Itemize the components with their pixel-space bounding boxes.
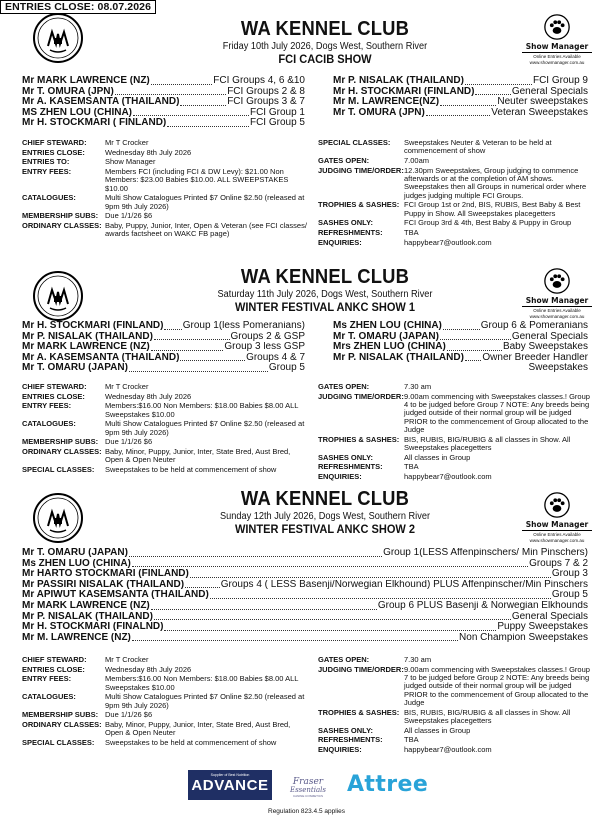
show-header	[160, 488, 490, 536]
info-value: TBA	[404, 227, 419, 237]
kennel-club-crest-icon	[32, 270, 84, 322]
judge-row	[22, 76, 305, 87]
judge-row	[22, 580, 588, 591]
judge-assignment: Group 5	[551, 590, 588, 601]
dot-leader	[185, 580, 220, 589]
judge-name: Mr MARK LAWRENCE (NZ)	[22, 342, 150, 353]
judge-assignment: FCI Groups 4, 6 &10	[213, 76, 305, 86]
judge-name: Mr HARTO STOCKMARI (FINLAND)	[22, 569, 189, 580]
kennel-club-logo	[32, 270, 84, 322]
info-value: Mr T Crocker	[105, 382, 149, 391]
info-value: All classes in Group	[404, 725, 471, 735]
info-row	[22, 393, 307, 401]
info-row	[318, 219, 590, 227]
judge-row	[333, 76, 588, 87]
judge-row	[22, 118, 305, 129]
judge-name: Mr T. OMARU (JAPAN)	[22, 548, 128, 558]
info-row	[22, 711, 307, 719]
judge-name: Mr P. NISALAK (THAILAND)	[22, 611, 153, 622]
info-row	[318, 727, 590, 735]
judge-row	[22, 321, 305, 332]
info-label: TROPHIES & SASHES:	[318, 434, 400, 444]
info-label: REFRESHMENTS:	[318, 227, 383, 237]
judge-assignment-continued: Sweepstakes	[528, 363, 588, 374]
judge-name: Mr P. NISALAK (THAILAND)	[333, 352, 464, 363]
judge-assignment: Group 1(less Pomeranians)	[182, 321, 305, 331]
info-label: ENQUIRIES:	[318, 744, 362, 754]
judge-name: Mr T. OMARU (JAPAN)	[22, 363, 128, 374]
info-row	[22, 675, 307, 692]
info-value: Due 1/1/26 $6	[105, 437, 153, 447]
judge-row	[333, 87, 588, 98]
info-row	[22, 149, 307, 157]
judge-name: Mr P. NISALAK (THAILAND)	[333, 76, 464, 86]
judge-name: Mr APIWUT KASEMSANTA (THAILAND)	[22, 590, 209, 601]
show-manager-title: Show Manager	[522, 42, 592, 53]
dot-leader	[190, 569, 551, 578]
info-label: ENQUIRIES:	[318, 471, 362, 481]
info-label: ORDINARY CLASSES:	[22, 447, 102, 457]
show-info-block	[22, 656, 307, 749]
dot-leader	[180, 353, 245, 362]
info-value: TBA	[404, 462, 419, 472]
info-value: Sweepstakes Neuter & Veteran to be held at commencement of show	[404, 138, 552, 156]
judge-assignment: Group 6 & Pomeranians	[480, 321, 588, 331]
dot-leader	[180, 97, 226, 106]
info-label: SASHES ONLY:	[318, 452, 374, 462]
entries-close-banner: ENTRIES CLOSE: 08.07.2026	[0, 0, 156, 14]
info-value: Due 1/1/26 $6	[105, 211, 153, 221]
dot-leader	[426, 108, 490, 117]
dot-leader	[132, 559, 528, 568]
judge-name: Mr MARK LAWRENCE (NZ)	[22, 76, 150, 86]
judge-assignment: FCI Group 1	[249, 107, 305, 118]
fraser-tagline: CANINE COSMETICS	[292, 794, 323, 798]
info-value: Mr T Crocker	[105, 655, 149, 664]
judge-row	[22, 353, 305, 364]
kennel-club-crest-icon	[32, 492, 84, 544]
judge-row	[22, 559, 588, 570]
dot-leader	[151, 342, 224, 351]
info-row	[22, 212, 307, 220]
show-name: WINTER FESTIVAL ANKC SHOW 2	[234, 522, 416, 536]
info-label: ENTRY FEES:	[22, 167, 72, 177]
info-value: Baby, Puppy, Junior, Inter, Open & Veteran (see FCI classes/ awards factsheet on WAKC FB page)	[105, 221, 307, 239]
advance-tagline: Supplier of Best Nutrition	[210, 773, 250, 777]
dot-leader	[440, 97, 496, 106]
kennel-club-logo	[32, 492, 84, 544]
show-date: Friday 10th July 2026, Dogs West, Southern River	[222, 41, 428, 52]
sponsor-logos	[0, 770, 613, 804]
show-manager-title: Show Manager	[522, 296, 592, 307]
info-row	[22, 194, 307, 211]
info-label: SASHES ONLY:	[318, 725, 374, 735]
judge-assignment: Neuter sweepstakes	[497, 97, 588, 108]
info-value: happybear7@outlook.com	[404, 471, 492, 481]
info-label: SASHES ONLY:	[318, 218, 374, 228]
judge-name: Mr PASSIRI NISALAK (THAILAND)	[22, 579, 185, 590]
info-label: CHIEF STEWARD:	[22, 382, 87, 391]
show-date: Sunday 12th July 2026, Dogs West, Southern River	[219, 511, 431, 522]
info-label: ORDINARY CLASSES:	[22, 221, 102, 231]
club-name: WA KENNEL CLUB	[240, 266, 410, 288]
show-info-block	[318, 656, 590, 756]
judge-name: Mr M. LAWRENCE (NZ)	[22, 632, 131, 643]
show-manager-subtitle: Online Entries Available	[533, 532, 581, 537]
judge-name: Mr A. KASEMSANTA (THAILAND)	[22, 352, 180, 363]
judge-row	[22, 108, 305, 119]
dot-leader	[154, 612, 511, 621]
info-row	[22, 139, 307, 147]
dot-leader	[443, 321, 480, 330]
info-row	[22, 383, 307, 391]
info-value: happybear7@outlook.com	[404, 744, 492, 754]
fraser-essentials-logo	[283, 770, 333, 802]
judge-row	[22, 612, 588, 623]
info-row	[22, 402, 307, 419]
essentials-wordmark: Essentials	[289, 786, 326, 794]
judge-assignment: Groups 2 & GSP	[230, 331, 305, 342]
info-label: MEMBERSHIP SUBS:	[22, 211, 99, 221]
judge-assignment: Groups 4 & 7	[246, 352, 305, 363]
judge-row	[22, 363, 305, 374]
judge-assignment: Baby Sweepstakes	[502, 342, 588, 353]
dot-leader	[447, 342, 502, 351]
judge-assignment: FCI Groups 3 & 7	[227, 97, 305, 108]
fraser-wordmark: Fraser	[292, 777, 324, 787]
judge-row	[22, 569, 588, 580]
dot-leader	[475, 87, 510, 96]
judge-name: Mr T. OMURA (JPN)	[22, 86, 114, 97]
show-info-block	[22, 139, 307, 240]
judge-row	[22, 601, 588, 612]
info-row	[318, 383, 590, 391]
info-value: 9.00am commencing with Sweepstakes classes.! Group 7 to be judged before Group 2 NOTE: Any breeds being judged outside of their normal group will be judged PRIOR to the commencement of Group allocated to the Judge	[404, 664, 590, 707]
judge-assignment: General Specials	[511, 331, 588, 342]
judge-name: Mr A. KASEMSANTA (THAILAND)	[22, 97, 180, 108]
info-value: Mr T Crocker	[105, 138, 149, 147]
info-value: Multi Show Catalogues Printed $7 Online $2.50 (released at 9pm 9th July 2026)	[105, 419, 305, 437]
judge-name: Mr T. OMURA (JPN)	[333, 107, 425, 118]
info-value: Wednesday 8th July 2026	[105, 391, 192, 401]
info-row	[22, 739, 307, 747]
show-manager-subtitle: Online Entries Available	[533, 308, 581, 313]
judge-assignment: Groups 7 & 2	[529, 558, 588, 569]
judge-assignment: FCI Group 9	[532, 76, 588, 86]
info-row	[22, 168, 307, 193]
info-label: CATALOGUES:	[22, 419, 76, 429]
paw-icon	[544, 268, 570, 294]
info-row	[22, 693, 307, 710]
judge-name: Mr T. OMARU (JAPAN)	[333, 331, 439, 342]
dot-leader	[151, 76, 213, 85]
info-value: All classes in Group	[404, 452, 471, 462]
judge-row	[22, 87, 305, 98]
judge-assignment: Non Champion Sweepstakes	[459, 632, 588, 643]
info-label: CATALOGUES:	[22, 193, 76, 203]
info-row	[318, 229, 590, 237]
judge-assignment: Groups 4 ( LESS Basenji/Norwegian Elkhound) PLUS Affenpinscher/Min Pinschers	[220, 579, 588, 590]
info-row	[318, 167, 590, 200]
info-row	[22, 448, 307, 465]
judge-row	[333, 342, 588, 353]
info-value: 12.30pm Sweepstakes, Group judging to commence afterwards or at the completion of AM shows. Sweepstakes then all Groups in numerical order where judges judging multiple FCI Groups.	[404, 165, 587, 200]
club-name: WA KENNEL CLUB	[240, 488, 410, 510]
info-row	[318, 473, 590, 481]
info-label: CHIEF STEWARD:	[22, 138, 87, 147]
info-label: MEMBERSHIP SUBS:	[22, 710, 99, 720]
show-manager-title: Show Manager	[522, 520, 592, 531]
judge-name: Mr MARK LAWRENCE (NZ)	[22, 601, 150, 611]
info-row	[318, 736, 590, 744]
regulation-note: Regulation 823.4.5 applies	[268, 808, 345, 815]
judge-assignment: Puppy Sweepstakes	[497, 622, 588, 633]
info-value: 7.30 am	[404, 382, 432, 391]
judge-row	[22, 332, 305, 343]
dot-leader	[132, 633, 458, 642]
info-label: JUDGING TIME/ORDER:	[318, 664, 404, 674]
judge-name: Mr P. NISALAK (THAILAND)	[22, 331, 153, 342]
info-label: ORDINARY CLASSES:	[22, 720, 102, 730]
paw-icon	[544, 14, 570, 40]
show-manager-url: www.showmanager.com.au	[529, 538, 585, 543]
info-value: FCI Group 1st or 2nd, BIS, RUBIS, Best Baby & Best Puppy in Show. All Sweepstakes placegetters	[404, 200, 581, 218]
dot-leader	[129, 548, 382, 557]
judge-assignment: General Specials	[511, 86, 588, 97]
show-info-block	[318, 139, 590, 248]
info-value: Members:$16.00 Non Members: $18.00 Babies $8.00 ALL Sweepstakes $10.00	[105, 674, 299, 692]
dot-leader	[210, 590, 551, 599]
info-row	[318, 666, 590, 707]
advance-wordmark: ADVANCE	[191, 777, 269, 794]
dot-leader	[167, 118, 249, 127]
info-label: REFRESHMENTS:	[318, 735, 383, 745]
info-value: TBA	[404, 735, 419, 745]
dot-leader	[151, 601, 377, 610]
info-row	[22, 158, 307, 166]
show-manager-subtitle: Online Entries Available	[533, 54, 581, 59]
paw-icon	[544, 492, 570, 518]
info-label: REFRESHMENTS:	[318, 462, 383, 472]
show-header	[160, 18, 490, 66]
dot-leader	[115, 87, 226, 96]
info-label: MEMBERSHIP SUBS:	[22, 437, 99, 447]
info-row	[318, 157, 590, 165]
attree-logo: Attree	[347, 772, 429, 797]
judge-assignment: Group 1(LESS Affenpinschers/ Min Pinschers)	[383, 548, 588, 558]
info-row	[318, 201, 590, 218]
info-value: Sweepstakes to be held at commencement of show	[105, 738, 277, 748]
info-value: Members:$16.00 Non Members: $18.00 Babies $8.00 ALL Sweepstakes $10.00	[105, 401, 299, 419]
info-row	[22, 466, 307, 474]
judge-name: Mr H. STOCKMARI (FINLAND)	[22, 321, 164, 331]
info-row	[318, 709, 590, 726]
judge-assignment: Group 3 less GSP	[224, 342, 305, 353]
info-value: Multi Show Catalogues Printed $7 Online $2.50 (released at 9pm 9th July 2026)	[105, 193, 305, 211]
judge-assignment: FCI Groups 2 & 8	[227, 86, 305, 97]
show-manager-url: www.showmanager.com.au	[529, 60, 585, 65]
judge-row	[333, 353, 588, 364]
judge-name: Ms ZHEN LUO (CHINA)	[22, 558, 131, 569]
info-value: BIS, RUBIS, BIG/RUBIG & all classes in Show. All Sweepstakes placegetters	[404, 707, 571, 725]
show-manager-logo[interactable]	[522, 492, 592, 543]
show-name: WINTER FESTIVAL ANKC SHOW 1	[234, 300, 416, 314]
judge-row	[22, 590, 588, 601]
judge-row	[22, 342, 305, 353]
judge-name: MS ZHEN LOU (CHINA)	[22, 107, 132, 118]
info-value: Baby, Minor, Puppy, Junior, Inter, State Bred, Aust Bred, Open & Open Neuter	[105, 447, 291, 465]
info-label: GATES OPEN:	[318, 655, 370, 664]
info-row	[318, 436, 590, 453]
judge-name: Mr M. LAWRENCE(NZ)	[333, 97, 440, 108]
info-value: Members FCI (including FCI & DW Levy): $21.00 Non Members: $23.00 Babies $10.00. ALL SWEEPSTAKES $10.00	[105, 167, 289, 193]
info-value: Sweepstakes to be held at commencement of show	[105, 465, 277, 475]
judge-name: Mr H. STOCKMARI (FINLAND)	[333, 86, 475, 97]
judge-assignment: Owner Breeder Handler	[482, 352, 588, 363]
info-row	[22, 420, 307, 437]
show-manager-logo[interactable]	[522, 14, 592, 65]
info-row	[318, 454, 590, 462]
judge-assignment: Veteran Sweepstakes	[491, 107, 588, 118]
judge-name: Ms ZHEN LOU (CHINA)	[333, 321, 442, 331]
dot-leader	[154, 332, 230, 341]
judge-row	[22, 622, 588, 633]
judge-assignment: Group 3	[551, 569, 588, 580]
info-label: ENTRY FEES:	[22, 401, 72, 411]
show-manager-url: www.showmanager.com.au	[529, 314, 585, 319]
info-label: SPECIAL CLASSES:	[318, 138, 391, 147]
info-row	[318, 139, 590, 156]
info-row	[22, 666, 307, 674]
dot-leader	[164, 622, 496, 631]
info-label: ENTRIES TO:	[22, 157, 70, 167]
info-value: Due 1/1/26 $6	[105, 710, 153, 720]
info-value: Multi Show Catalogues Printed $7 Online $2.50 (released at 9pm 9th July 2026)	[105, 692, 305, 710]
info-row	[318, 463, 590, 471]
info-row	[22, 222, 307, 239]
info-label: CATALOGUES:	[22, 692, 76, 702]
info-value: 7.00am	[404, 155, 430, 165]
info-label: GATES OPEN:	[318, 382, 370, 391]
info-label: JUDGING TIME/ORDER:	[318, 165, 404, 175]
judge-name: Mrs ZHEN LUO (CHINA)	[333, 342, 446, 353]
info-row	[22, 721, 307, 738]
judge-row	[333, 321, 588, 332]
judge-assignment: FCI Group 5	[249, 118, 305, 129]
info-row	[318, 393, 590, 434]
info-label: ENTRIES CLOSE:	[22, 391, 85, 401]
dot-leader	[129, 363, 268, 372]
info-label: CHIEF STEWARD:	[22, 655, 87, 664]
info-label: TROPHIES & SASHES:	[318, 707, 400, 717]
dot-leader	[440, 332, 511, 341]
judge-assignment: Group 6 PLUS Basenji & Norwegian Elkhounds	[377, 601, 588, 611]
info-label: ENTRIES CLOSE:	[22, 147, 85, 157]
judge-name: Mr H. STOCKMARI (FINALND)	[22, 622, 164, 633]
show-info-block	[22, 383, 307, 476]
info-label: ENTRIES CLOSE:	[22, 664, 85, 674]
kennel-club-crest-icon	[32, 12, 84, 64]
judge-row	[22, 633, 588, 644]
info-label: JUDGING TIME/ORDER:	[318, 391, 404, 401]
judge-row	[333, 97, 588, 108]
info-label: TROPHIES & SASHES:	[318, 200, 400, 210]
info-value: 9.00am commencing with Sweepstakes classes.! Group 4 to be judged before Group 7 NOTE: Any breeds being judged outside of their normal group will be judged PRIOR to the commencement of Group allocated to the Judge	[404, 391, 590, 434]
info-value: Baby, Minor, Puppy, Junior, Inter, State Bred, Aust Bred, Open & Open Neuter	[105, 720, 291, 738]
info-value: FCI Group 3rd & 4th, Best Baby & Puppy in Group	[404, 218, 572, 228]
dot-leader	[164, 321, 181, 330]
judge-row	[22, 548, 588, 559]
show-date: Saturday 11th July 2026, Dogs West, Southern River	[217, 289, 433, 300]
kennel-club-logo	[32, 12, 84, 64]
judge-assignment: Group 5	[268, 363, 305, 374]
show-name: FCI CACIB SHOW	[278, 52, 372, 66]
info-label: SPECIAL CLASSES:	[22, 738, 95, 748]
judge-row	[333, 108, 588, 119]
club-name: WA KENNEL CLUB	[240, 18, 410, 40]
dot-leader	[133, 108, 249, 117]
dot-leader	[465, 353, 481, 362]
info-value: happybear7@outlook.com	[404, 237, 492, 247]
judge-row	[333, 332, 588, 343]
info-row	[22, 656, 307, 664]
info-value: 7.30 am	[404, 655, 432, 664]
info-label: SPECIAL CLASSES:	[22, 465, 95, 475]
judge-name: Mr H. STOCKMARI ( FINLAND)	[22, 118, 167, 129]
judge-row	[22, 97, 305, 108]
dot-leader	[465, 76, 532, 85]
info-value: BIS, RUBIS, BIG/RUBIG & all classes in Show. All Sweepstakes placegetters	[404, 434, 571, 452]
info-value: Wednesday 8th July 2026	[105, 664, 192, 674]
judge-assignment: General Specials	[511, 611, 588, 622]
advance-logo	[188, 770, 272, 800]
show-manager-logo[interactable]	[522, 268, 592, 319]
info-row	[318, 656, 590, 664]
show-info-block	[318, 383, 590, 483]
info-row	[318, 746, 590, 754]
info-row	[318, 239, 590, 247]
info-row	[22, 438, 307, 446]
info-value: Wednesday 8th July 2026	[105, 147, 192, 157]
show-header	[160, 266, 490, 314]
info-label: ENTRY FEES:	[22, 674, 72, 684]
info-value: Show Manager	[105, 157, 156, 167]
info-label: ENQUIRIES:	[318, 237, 362, 247]
info-label: GATES OPEN:	[318, 155, 370, 165]
